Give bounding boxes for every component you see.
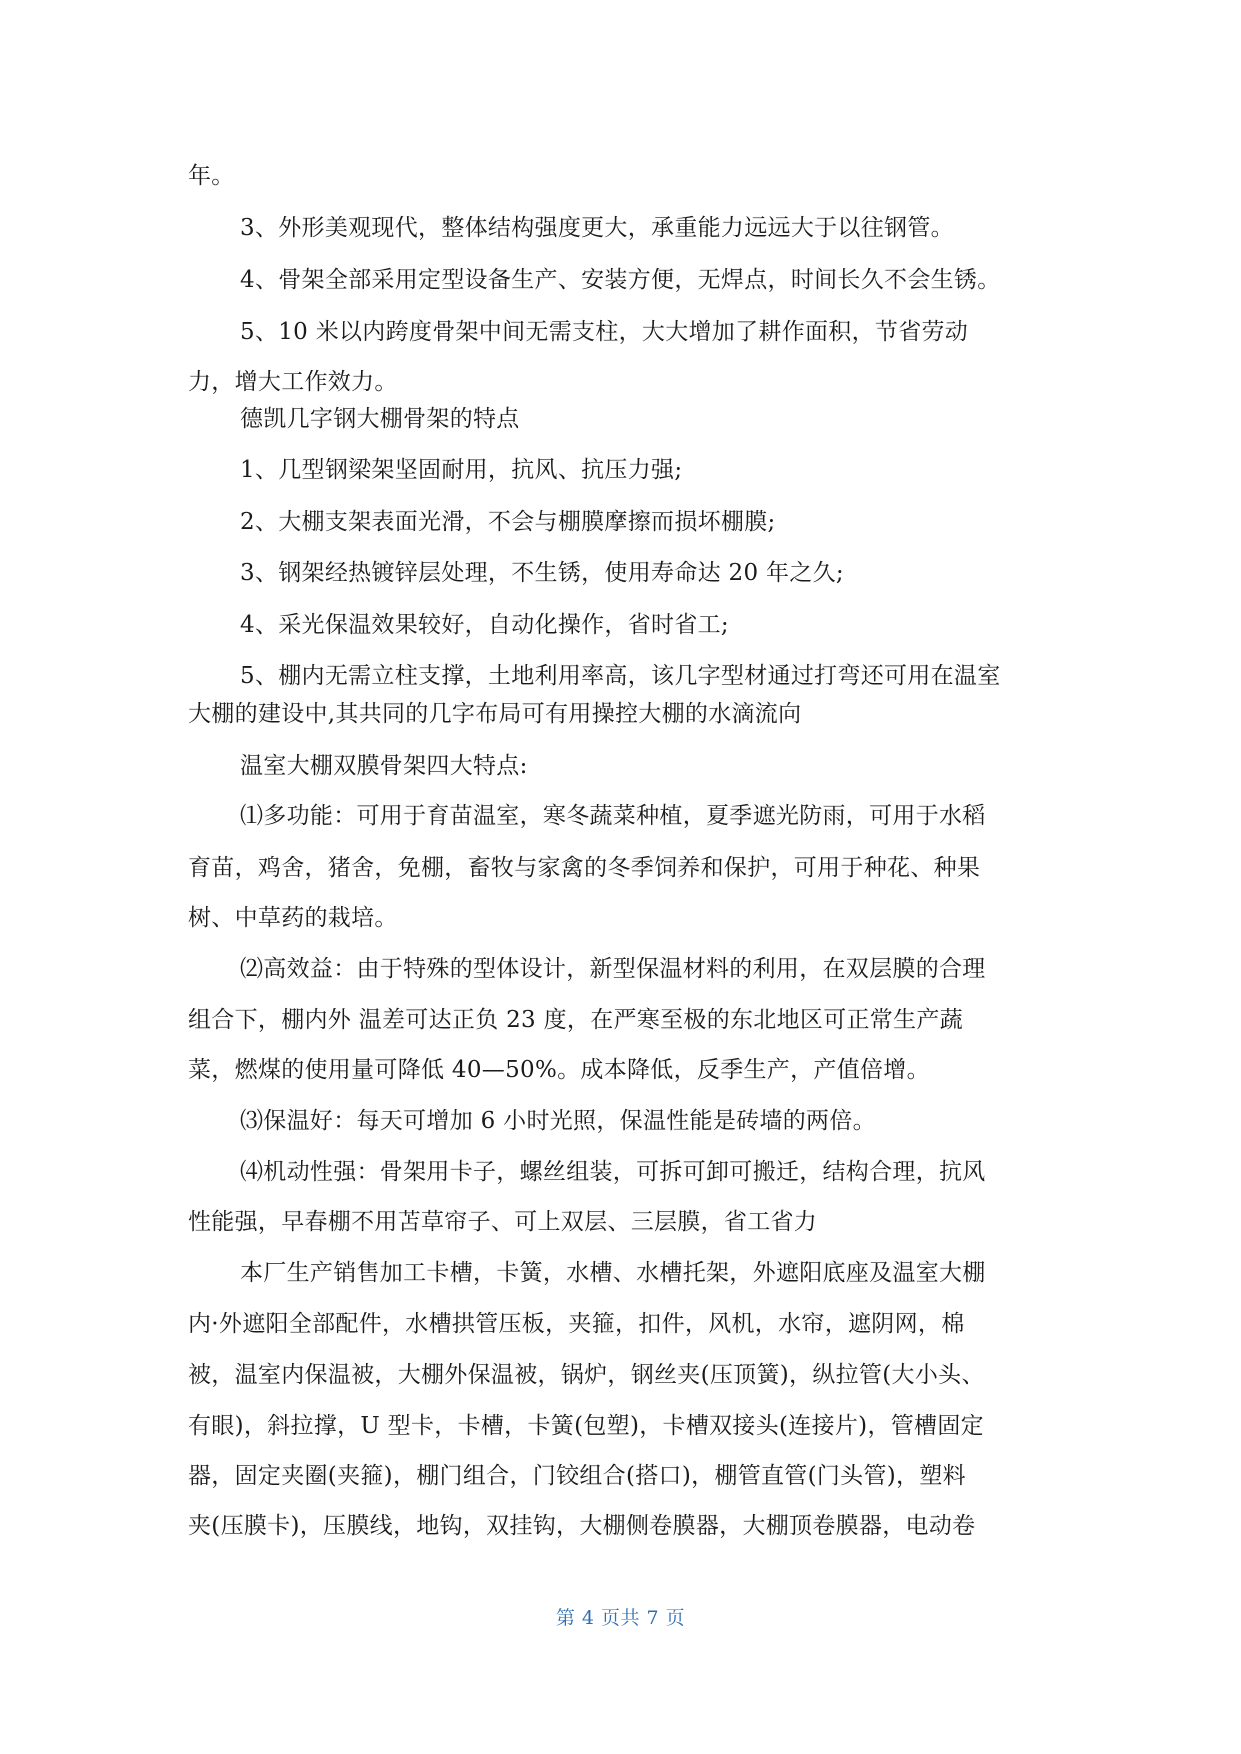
text-line-28: 夹(压膜卡)，压膜线，地钩，双挂钩，大棚侧卷膜器，大棚顶卷膜器，电动卷 xyxy=(188,1513,976,1539)
text-line-18: 组合下，棚内外 温差可达正负 23 度，在严寒至极的东北地区可正常生产蔬 xyxy=(188,1007,963,1033)
text-line-23: 本厂生产销售加工卡槽，卡簧，水槽、水槽托架，外遮阳底座及温室大棚 xyxy=(240,1260,986,1286)
section-heading-2: 温室大棚双膜骨架四大特点: xyxy=(240,753,528,779)
text-line-11: 5、棚内无需立柱支撑，土地利用率高，该几字型材通过打弯还可用在温室 xyxy=(240,663,1001,689)
text-line-16: 树、中草药的栽培。 xyxy=(188,905,398,931)
text-line-26: 有眼)，斜拉撑，U 型卡，卡槽，卡簧(包塑)，卡槽双接头(连接片)，管槽固定 xyxy=(188,1413,984,1439)
text-line-4: 5、10 米以内跨度骨架中间无需支柱，大大增加了耕作面积，节省劳动 xyxy=(240,319,969,345)
text-line-12: 大棚的建设中,其共同的几字布局可有用操控大棚的水滴流向 xyxy=(188,701,802,727)
text-line-9: 3、钢架经热镀锌层处理，不生锈，使用寿命达 20 年之久; xyxy=(240,560,844,586)
text-line-25: 被，温室内保温被，大棚外保温被，锅炉，钢丝夹(压顶簧)，纵拉管(大小头、 xyxy=(188,1362,985,1388)
text-line-2: 3、外形美观现代，整体结构强度更大，承重能力远远大于以往钢管。 xyxy=(240,215,954,241)
page-indicator: 第 4 页共 7 页 xyxy=(555,1607,686,1629)
text-line-3: 4、骨架全部采用定型设备生产、安装方便，无焊点，时间长久不会生锈。 xyxy=(240,267,1001,293)
text-line-1: 年。 xyxy=(188,163,235,189)
text-line-19: 菜，燃煤的使用量可降低 40—50%。成本降低，反季生产，产值倍增。 xyxy=(188,1057,930,1083)
text-line-27: 器，固定夹圈(夹箍)，棚门组合，门铰组合(搭口)，棚管直管(门头管)，塑料 xyxy=(188,1463,966,1489)
text-line-22: 性能强，早春棚不用苫草帘子、可上双层、三层膜，省工省力 xyxy=(188,1209,818,1235)
text-line-20: ⑶保温好：每天可增加 6 小时光照，保温性能是砖墙的两倍。 xyxy=(240,1108,876,1134)
section-heading-1: 德凯几字钢大棚骨架的特点 xyxy=(240,406,520,432)
text-line-5: 力，增大工作效力。 xyxy=(188,369,398,395)
text-line-7: 1、几型钢梁架坚固耐用，抗风、抗压力强; xyxy=(240,457,683,483)
text-line-14: ⑴多功能：可用于育苗温室，寒冬蔬菜种植，夏季遮光防雨，可用于水稻 xyxy=(240,803,986,829)
text-line-21: ⑷机动性强：骨架用卡子，螺丝组装，可拆可卸可搬迁，结构合理，抗风 xyxy=(240,1159,986,1185)
text-line-8: 2、大棚支架表面光滑，不会与棚膜摩擦而损坏棚膜; xyxy=(240,509,776,535)
text-line-24: 内·外遮阳全部配件，水槽拱管压板，夹箍，扣件，风机，水帘，遮阴网，棉 xyxy=(188,1311,965,1337)
text-line-15: 育苗，鸡舍，猪舍，免棚，畜牧与家禽的冬季饲养和保护，可用于种花、种果 xyxy=(188,855,981,881)
text-line-10: 4、采光保温效果较好，自动化操作，省时省工; xyxy=(240,612,729,638)
text-line-17: ⑵高效益：由于特殊的型体设计，新型保温材料的利用，在双层膜的合理 xyxy=(240,956,986,982)
